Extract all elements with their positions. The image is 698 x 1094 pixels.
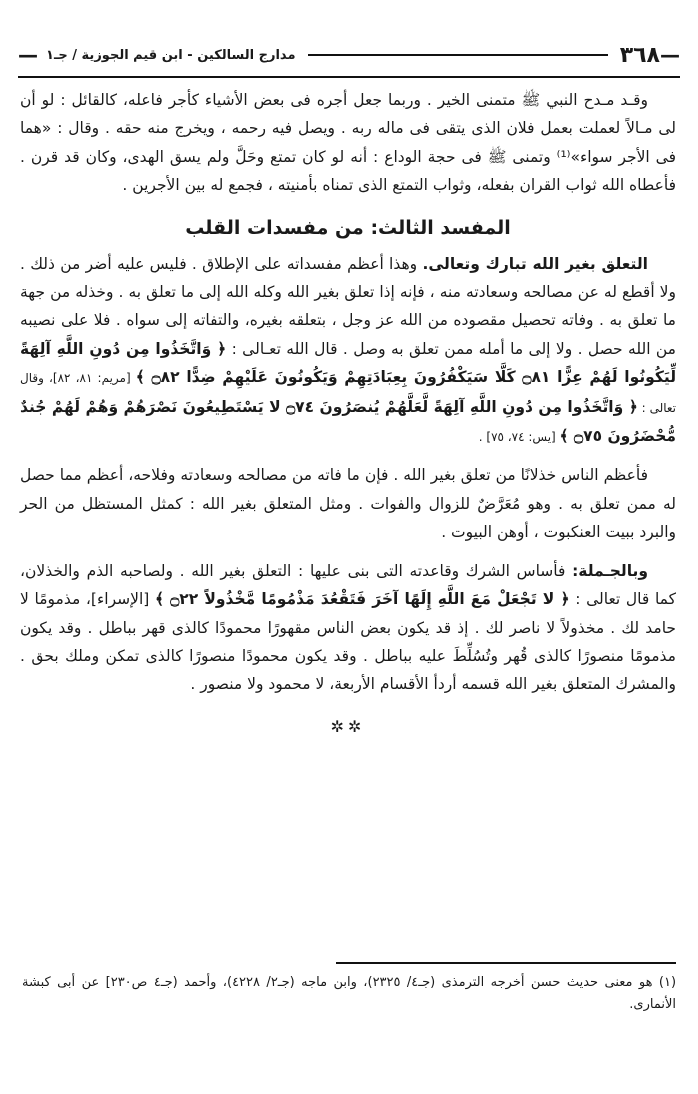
header-dash-left: — xyxy=(18,43,38,67)
paragraph-2-text: وهذا أعظم مفسداته على الإطلاق . فليس عليه أضر من ذلك . ولا أقطع له عن مصالحه وسعادته منه ، فإنه إذا تعلق بغير الله وكله الله إلى ما تعلق به . وخذله من جهة ما تعلق به . وفاته تحصيل مقصوده من الله عز وجل ، بتعلقه بغيره، والتفاته إلى سواه . فلا على نصيبه من الله حصل . ولا إلى ما أمله ممن تعلق به وصل . قال الله تعـالى : xyxy=(20,254,676,358)
paragraph-1: وقـد مـدح النبي ﷺ متمنى الخير . وربما جعل أجره فى بعض الأشياء كأجر فاعله، كالقائل : لو أن لى مـالاً لعملت بعمل فلان الذى يتقى فى ماله ربه . ويصل فيه رحمه ، ويخرج منه حقه . وقال : «هما فى الأجر سواء»⁽¹⁾ وتمنى ﷺ فى حجة الوداع : أنه لو كان تمتع وحَلَّ ولم يسق الهدى، وكان قد قرن . فأعطاه الله ثواب القران بفعله، وثواب التمتع الذى تمناه بأمنيته ، فجمع له بين الأجرين . xyxy=(20,91,676,195)
section-separator: ✲✲ xyxy=(330,716,366,736)
paragraph-4-text: فأساس الشرك وقاعدته التى بنى عليها : التعلق بغير الله . ولصاحبه الذم والخذلان، كما قال تعالى : xyxy=(20,561,677,609)
page-body xyxy=(20,86,676,741)
gap xyxy=(20,451,676,461)
footnote-rule xyxy=(336,962,676,964)
header-line xyxy=(308,54,608,56)
quran-verse-1: ﴿ وَاتَّخَذُوا مِن دُونِ اللَّهِ آلِهَةً لِّيَكُونُوا لَهُمْ عِزًّا ۝٨١ كَلَّا سَيَكْفُرُونَ بِعِبَادَتِهِمْ وَيَكُونُونَ عَلَيْهِمْ ضِدًّا ۝٨٢ ﴾ xyxy=(20,339,677,387)
paragraph-3: فأعظم الناس خذلانًا من تعلق بغير الله . فإن ما فاته من مصالحه وسعادته وفلاحه، أعظم مما حصل له ممن تعلق به . وهو مُعَرَّضٌ للزوال والفوات . ومثل المتعلق بغير الله : كمثل المستظل من الحر والبرد ببيت العنكبوت ، أوهن البيوت . xyxy=(20,466,676,542)
page-number: ٣٦٨ xyxy=(619,42,660,68)
header-rule xyxy=(18,76,680,78)
section-heading: المفسد الثالث: من مفسدات القلب xyxy=(185,216,511,239)
paragraph-4-lead: وبالجـملة: xyxy=(572,561,648,580)
paragraph-4-rest: [الإسراء]، مذمومًا لا حامد لك . مخذولاً لا ناصر لك . إذ قد يكون بعض الناس مقهورًا محمودًا كالذى قهر بباطل . وقد يكون مذمومًا منصورًا كالذى قُهر وتُسُلِّطَ عليه بباطل . وقد يكون محمودًا منصورًا كالذى تمكن وملك بحق . والمشرك المتعلق بغير الله قسمه أردأ الأقسام الأربعة، لا محمود ولا منصور . xyxy=(20,590,676,694)
paragraph-4 xyxy=(20,557,676,699)
verse-ref-1: [مريم: ٨١، ٨٢]، وقال تعالى : xyxy=(20,371,677,415)
book-title: مدارج السالكين - ابن قيم الجوزية / جـ١ xyxy=(46,47,296,63)
gap xyxy=(20,547,676,557)
quran-verse-2: ﴿ وَاتَّخَذُوا مِن دُونِ اللَّهِ آلِهَةً لَّعَلَّهُمْ يُنصَرُونَ ۝٧٤ لا يَسْتَطِيعُونَ نَصْرَهُمْ وَهُمْ لَهُمْ جُندٌ مُّحْضَرُونَ ۝٧٥ ﴾ xyxy=(20,397,676,446)
paragraph-2-lead: التعلق بغير الله تبارك وتعالى. xyxy=(422,254,648,273)
paragraph-2 xyxy=(20,250,676,452)
verse-ref-2: [يس: ٧٤، ٧٥] . xyxy=(478,430,560,445)
footnote-1: (١) هو معنى حديث حسن أخرجه الترمذى (جـ٤/ ٢٣٢٥)، وابن ماجه (جـ٢/ ٤٢٢٨)، وأحمد (جـ٤ ص٢٣٠] عن أبى كبشة الأنمارى. xyxy=(22,975,677,1012)
quran-verse-3: ﴿ لا تَجْعَلْ مَعَ اللَّهِ إِلَهًا آخَرَ فَتَقْعُدَ مَذْمُومًا مَّخْذُولاً ۝٢٢ ﴾ xyxy=(154,590,570,609)
header-dash-right: — xyxy=(660,43,680,67)
running-header xyxy=(18,40,680,70)
